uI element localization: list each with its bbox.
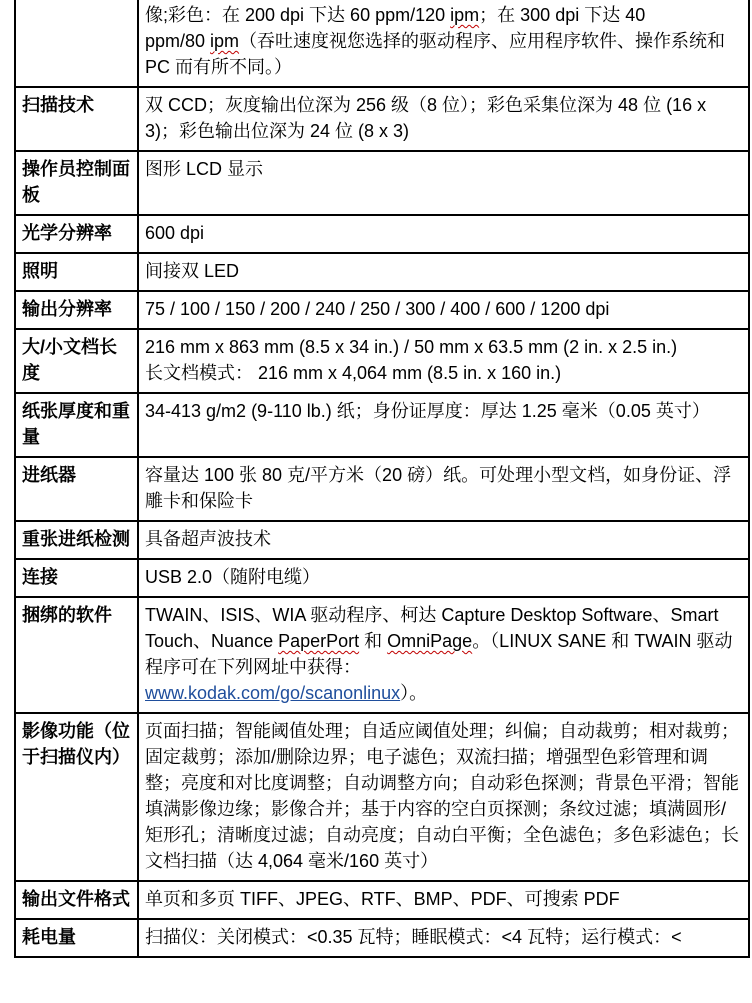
spec-row-bundled-software: [15, 597, 749, 713]
spec-row-scan-tech: [15, 87, 749, 151]
spec-row-output-resolution: [15, 291, 749, 329]
spec-row-document-length: [15, 329, 749, 393]
spec-table: [14, 0, 750, 958]
spec-value: 单页和多页 TIFF、JPEG、RTF、BMP、PDF、可搜索 PDF: [138, 881, 749, 919]
spec-row-paper-thickness: [15, 393, 749, 457]
spec-row-power-consumption: [15, 919, 749, 957]
spec-row-illumination: [15, 253, 749, 291]
spec-value: USB 2.0（随附电缆）: [138, 559, 749, 597]
spec-value: 75 / 100 / 150 / 200 / 240 / 250 / 300 / 400 / 600 / 1200 dpi: [138, 291, 749, 329]
spec-key: 捆绑的软件: [15, 597, 138, 713]
spec-row-imaging-features: [15, 713, 749, 881]
spec-value: 扫描仪：关闭模式：<0.35 瓦特；睡眠模式：<4 瓦特；运行模式：<: [138, 919, 749, 957]
spec-key: 纸张厚度和重量: [15, 393, 138, 457]
spec-value: 页面扫描；智能阈值处理；自适应阈值处理；纠偏；自动裁剪；相对裁剪；固定裁剪；添加/删除边界；电子滤色；双流扫描；增强型色彩管理和调整；亮度和对比度调整；自动调整方向；自动彩色探测；背景色平滑；智能填满影像边缘；影像合并；基于内容的空白页探测；条纹过滤；填满圆形/矩形孔；清晰度过滤；自动亮度；自动白平衡；全色滤色；多色彩滤色；长文档扫描（达 4,064 毫米/160 英寸）: [138, 713, 749, 881]
spec-value: TWAIN、ISIS、WIA 驱动程序、柯达 Capture Desktop Software、Smart Touch、Nuance PaperPort 和 OmniPage。（LINUX SANE 和 TWAIN 驱动程序可在下列网址中获得： www.kodak.com/go/scanonlinux）。: [138, 597, 749, 713]
spec-key: 操作员控制面板: [15, 151, 138, 215]
spec-key: 照明: [15, 253, 138, 291]
spec-key: 光学分辨率: [15, 215, 138, 253]
spec-key: 扫描技术: [15, 87, 138, 151]
spec-value: 具备超声波技术: [138, 521, 749, 559]
spec-key: 进纸器: [15, 457, 138, 521]
spec-key: 重张进纸检测: [15, 521, 138, 559]
spec-key: 大/小文档长度: [15, 329, 138, 393]
spec-value: 34-413 g/m2 (9-110 lb.) 纸；身份证厚度：厚达 1.25 毫米（0.05 英寸）: [138, 393, 749, 457]
spec-value: 像;彩色：在 200 dpi 下达 60 ppm/120 ipm；在 300 dpi 下达 40 ppm/80 ipm（吞吐速度视您选择的驱动程序、应用程序软件、操作系统和 PC 而有所不同。）: [138, 0, 749, 87]
spec-key: 输出分辨率: [15, 291, 138, 329]
spec-value: 216 mm x 863 mm (8.5 x 34 in.) / 50 mm x 63.5 mm (2 in. x 2.5 in.) 长文档模式： 216 mm x 4,064 mm (8.5 in. x 160 in.): [138, 329, 749, 393]
spec-key: [15, 0, 138, 87]
spec-value: 600 dpi: [138, 215, 749, 253]
spec-value: 双 CCD；灰度输出位深为 256 级（8 位）；彩色采集位深为 48 位 (16 x 3)；彩色输出位深为 24 位 (8 x 3): [138, 87, 749, 151]
spec-row-control-panel: [15, 151, 749, 215]
spec-value: 间接双 LED: [138, 253, 749, 291]
scanonlinux-link[interactable]: www.kodak.com/go/scanonlinux: [145, 683, 401, 703]
spec-key: 连接: [15, 559, 138, 597]
spec-key: 影像功能（位于扫描仪内）: [15, 713, 138, 881]
spec-value: 容量达 100 张 80 克/平方米（20 磅）纸。可处理小型文档，如身份证、浮雕卡和保险卡: [138, 457, 749, 521]
spec-key: 输出文件格式: [15, 881, 138, 919]
spec-key: 耗电量: [15, 919, 138, 957]
spec-row-multifeed-detection: [15, 521, 749, 559]
spec-row-connectivity: [15, 559, 749, 597]
spec-row-optical-resolution: [15, 215, 749, 253]
spec-row-scan-speed: [15, 0, 749, 87]
spec-row-feeder: [15, 457, 749, 521]
spec-row-output-formats: [15, 881, 749, 919]
spec-value: 图形 LCD 显示: [138, 151, 749, 215]
